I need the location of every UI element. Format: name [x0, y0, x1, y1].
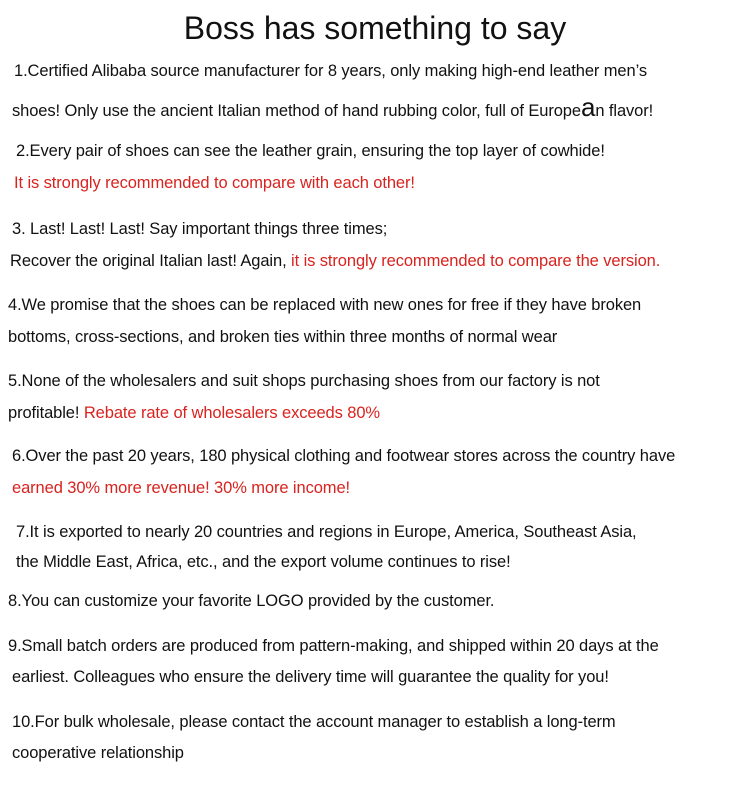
item-6-text: 6.Over the past 20 years, 180 physical clothing and footwear stores across the country have — [12, 447, 676, 465]
item-7-text-2: the Middle East, Africa, etc., and the export volume continues to rise! — [16, 553, 511, 571]
item-6-line-2 — [12, 477, 350, 499]
item-1-big-letter: a — [580, 92, 596, 122]
item-3-text-2: Recover the original Italian last! Again, — [10, 252, 292, 270]
item-1-line-1 — [14, 60, 647, 82]
item-10-line-2 — [12, 742, 184, 764]
item-2-line-2 — [14, 172, 415, 194]
item-1-line-2 — [12, 92, 654, 122]
item-9-line-2 — [12, 666, 609, 688]
item-9-line-1 — [8, 635, 659, 657]
item-10-text: 10.For bulk wholesale, please contact the account manager to establish a long-term — [12, 713, 616, 731]
item-9-text: 9.Small batch orders are produced from pattern-making, and shipped within 20 days at the — [8, 637, 659, 655]
item-8-text: 8.You can customize your favorite LOGO provided by the customer. — [8, 592, 495, 610]
item-4-line-2 — [8, 326, 557, 348]
item-6-highlight: earned 30% more revenue! 30% more income! — [12, 479, 351, 497]
item-1-text: 1.Certified Alibaba source manufacturer for 8 years, only making high-end leather men’s — [14, 62, 648, 80]
item-8-line-1 — [8, 590, 494, 612]
item-5-text: 5.None of the wholesalers and suit shops purchasing shoes from our factory is not — [8, 372, 600, 390]
item-5-highlight: Rebate rate of wholesalers exceeds 80% — [83, 404, 380, 422]
item-4-line-1 — [8, 294, 641, 316]
item-5-text-2: profitable! — [8, 404, 84, 422]
item-7-line-1 — [16, 521, 637, 543]
item-7-line-2 — [16, 551, 511, 573]
item-7-text: 7.It is exported to nearly 20 countries and regions in Europe, America, Southeast Asia, — [16, 523, 637, 541]
item-1-text-pre: shoes! Only use the ancient Italian method of hand rubbing color, full of Europe — [12, 102, 581, 120]
item-4-text-2: bottoms, cross-sections, and broken ties within three months of normal wear — [8, 328, 558, 346]
item-3-line-1 — [12, 218, 387, 240]
item-10-line-1 — [12, 711, 616, 733]
item-3-highlight: it is strongly recommended to compare the version. — [291, 252, 661, 270]
item-5-line-2 — [8, 402, 380, 424]
page-title: Boss has something to say — [183, 10, 567, 46]
item-4-text: 4.We promise that the shoes can be replaced with new ones for free if they have broken — [8, 296, 642, 314]
item-3-text: 3. Last! Last! Last! Say important things three times; — [12, 220, 388, 238]
item-9-text-2: earliest. Colleagues who ensure the delivery time will guarantee the quality for you! — [12, 668, 609, 686]
item-3-line-2 — [10, 250, 660, 272]
item-1-text-post: n flavor! — [595, 102, 654, 120]
item-6-line-1 — [12, 445, 675, 467]
item-2-highlight: It is strongly recommended to compare with each other! — [14, 174, 415, 192]
item-2-text: 2.Every pair of shoes can see the leather grain, ensuring the top layer of cowhide! — [16, 142, 605, 160]
item-2-line-1 — [16, 140, 605, 162]
item-5-line-1 — [8, 370, 600, 392]
item-10-text-2: cooperative relationship — [12, 744, 184, 762]
